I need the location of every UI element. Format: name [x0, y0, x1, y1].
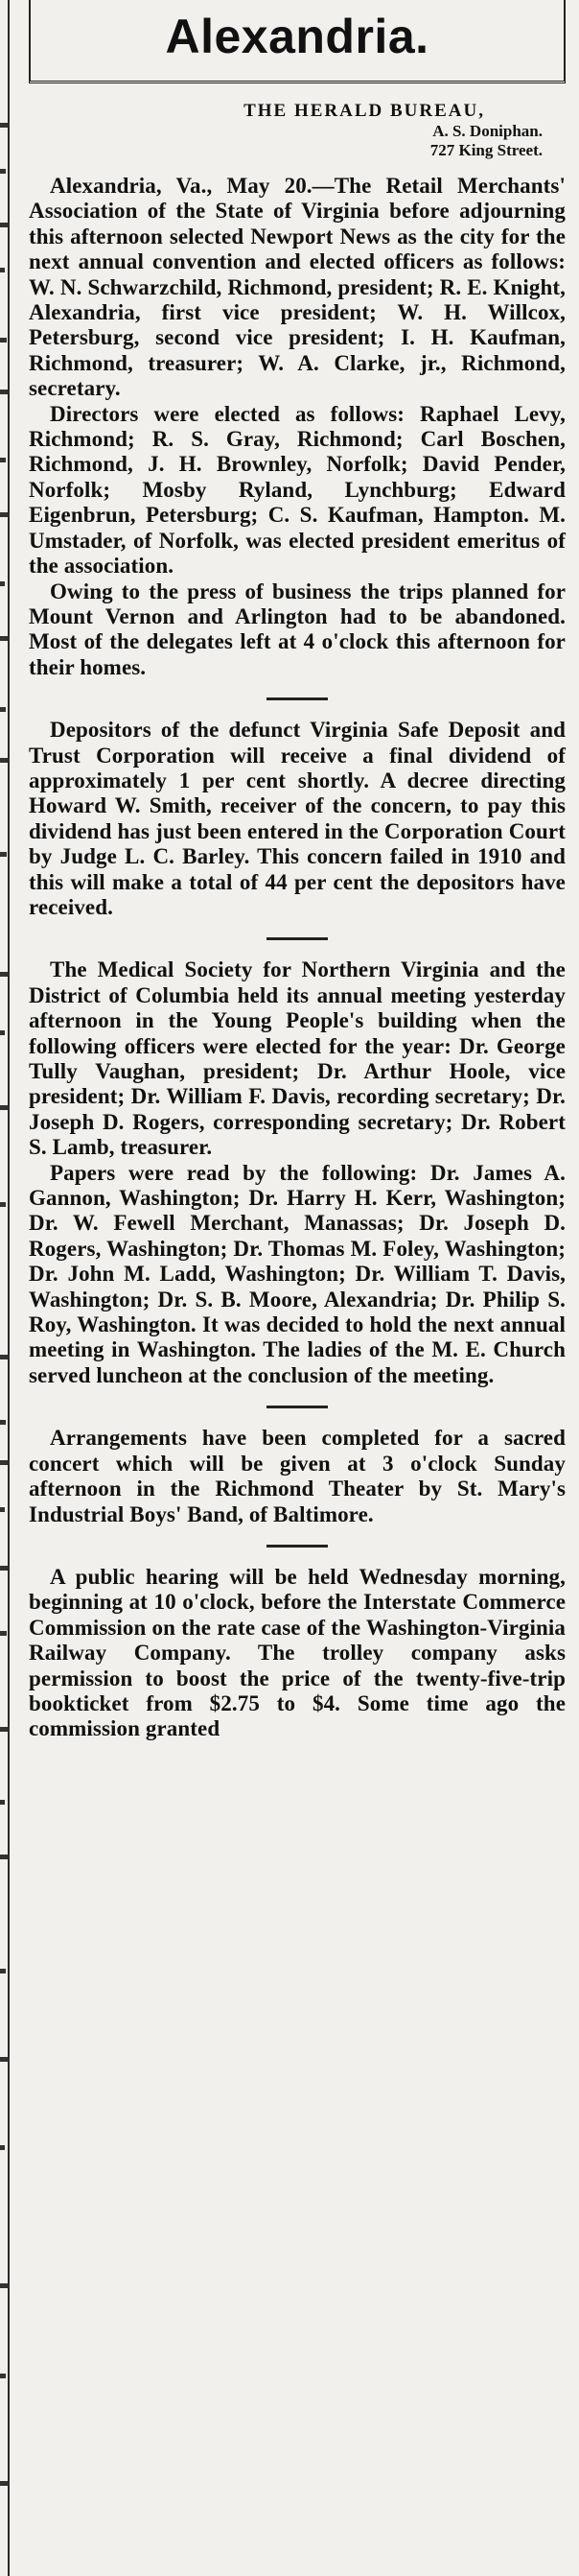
section-rule: [266, 1545, 328, 1548]
bureau-name: THE HERALD BUREAU,: [243, 101, 485, 121]
section-rule: [266, 1406, 328, 1408]
article-paragraph: Depositors of the defunct Virginia Safe Deposit and Trust Corporation will receive a final dividend of approximately 1 per cent shortly. A decree directing Howard W. Smith, receiver of the concern, to pay this dividend has just been entered in the Corporation Court by Judge L. C. Barley. This concern failed in 1910 and this will make a total of 44 per cent the depositors have received.: [29, 718, 566, 919]
dateline: Alexandria, Va., May 20.: [50, 174, 313, 198]
news-column: [25, 0, 569, 1742]
article-sacred-concert: [25, 1426, 569, 1527]
paragraph-body: —The Retail Merchants' Association of the State of Virginia before adjourning this afternoon selected Newport News as the city for the next annual convention and elected officers as follows: W. N. Schwarzchild, Richmond, president; R. E. Knight, Alexandria, first vice president; W. H. Willcox, Petersburg, second vice president; I. H. Kaufman, Richmond, treasurer; W. A. Clarke, jr., Richmond, secretary.: [29, 174, 566, 401]
section-rule: [266, 697, 328, 700]
masthead: [29, 0, 566, 83]
bureau-person: A. S. Doniphan.: [432, 122, 543, 140]
article-paragraph: A public hearing will be held Wednesday morning, beginning at 10 o'clock, before the Interstate Commerce Commission on the rate case of the Washington-Virginia Railway Company. The trolley company asks permission to boost the price of the twenty-five-trip bookticket from $2.75 to $4. Some time ago the commission granted: [29, 1564, 566, 1741]
section-rule: [266, 937, 328, 940]
section-title: Alexandria.: [165, 10, 429, 63]
article-paragraph: Arrangements have been completed for a sacred concert which will be given at 3 o'clock Sunday afternoon in the Richmond Theater by St. Mary's Industrial Boys' Band, of Baltimore.: [29, 1426, 566, 1526]
article-safe-deposit: [25, 718, 569, 920]
article-paragraph: Directors were elected as follows: Raphael Levy, Richmond; R. S. Gray, Richmond; Carl Boschen, Richmond, J. H. Brownley, Norfolk; David Pender, Norfolk; Mosby Ryland, Lynchburg; Edward Eigenbrun, Petersburg; C. S. Kaufman, Hampton. M. Umstader, of Norfolk, was elected president emeritus of the association.: [29, 401, 566, 579]
article-paragraph: The Medical Society for Northern Virginia and the District of Columbia held its annual meeting yesterday afternoon in the Young People's building when the following officers were elected for the year: Dr. George Tully Vaughan, president; Dr. Arthur Hoole, vice president; Dr. William F. Davis, recording secretary; Dr. Joseph D. Rogers, corresponding secretary; Dr. Robert S. Lamb, treasurer.: [29, 957, 566, 1160]
article-paragraph: Owing to the press of business the trips planned for Mount Vernon and Arlington had to be abandoned. Most of the delegates left at 4 o'clock this afternoon for their homes.: [29, 579, 566, 679]
adjacent-column-fragments: [0, 0, 12, 2576]
article-public-hearing: [25, 1565, 569, 1742]
article-retail-merchants: [25, 174, 569, 680]
article-paragraph: [29, 174, 566, 402]
bureau-address: 727 King Street.: [429, 141, 543, 159]
article-medical-society: [25, 957, 569, 1388]
bureau-credit: [25, 101, 569, 160]
article-paragraph: Papers were read by the following: Dr. James A. Gannon, Washington; Dr. Harry H. Kerr, Washington; Dr. W. Fewell Merchant, Manassas; Dr. Joseph D. Rogers, Washington; Dr. Thomas M. Foley, Washington; Dr. John M. Ladd, Washington; Dr. William T. Davis, Washington; Dr. S. B. Moore, Alexandria; Dr. Philip S. Roy, Washington. It was decided to hold the next annual meeting in Washington. The ladies of the M. E. Church served luncheon at the conclusion of the meeting.: [29, 1160, 566, 1387]
